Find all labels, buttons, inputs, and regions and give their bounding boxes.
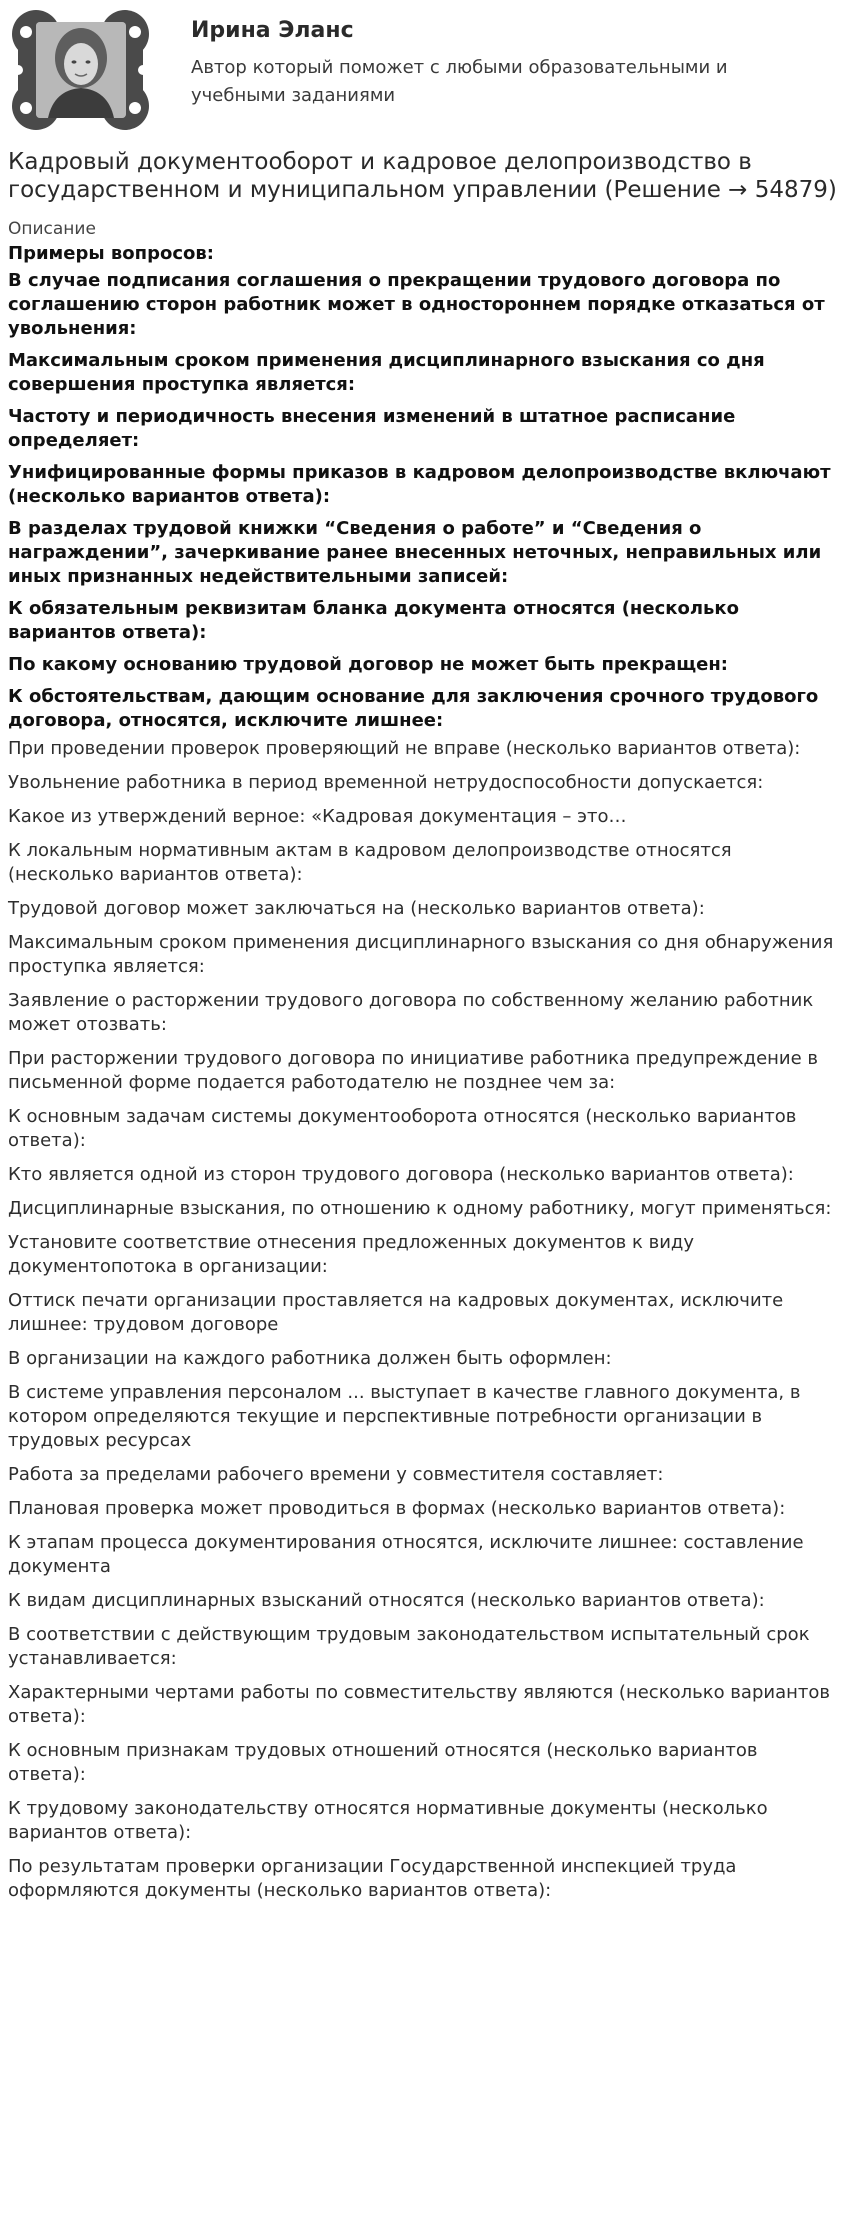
question-item: В системе управления персоналом ... выступает в качестве главного документа, в котором определяются текущие и перспективные потребности организации в трудовых ресурсах — [8, 1382, 801, 1451]
bold-question-item: В разделах трудовой книжки “Сведения о работе” и “Сведения о награждении”, зачеркивание ранее внесенных неточных, неправильных или иных признанных недействительными записей: — [8, 518, 822, 587]
question-item: К этапам процесса документирования относятся, исключите лишнее: составление документа — [8, 1532, 804, 1577]
question-item: Оттиск печати организации проставляется на кадровых документах, исключите лишнее: трудовом договоре — [8, 1290, 784, 1335]
question-item: Максимальным сроком применения дисциплинарного взыскания со дня обнаружения проступка является: — [8, 932, 834, 977]
question-list — [8, 737, 838, 1903]
bold-question-item: К обстоятельствам, дающим основание для заключения срочного трудового договора, относятся, исключите лишнее: — [8, 686, 819, 731]
question-item: К трудовому законодательству относятся нормативные документы (несколько вариантов ответа): — [8, 1798, 768, 1843]
bold-question-item: К обязательным реквизитам бланка документа относятся (несколько вариантов ответа): — [8, 598, 739, 643]
question-item: Увольнение работника в период временной нетрудоспособности допускается: — [8, 772, 764, 793]
bold-question-item: Максимальным сроком применения дисциплинарного взыскания со дня совершения проступка является: — [8, 350, 765, 395]
author-card — [8, 6, 838, 134]
question-item: Заявление о расторжении трудового договора по собственному желанию работник может отозвать: — [8, 990, 814, 1035]
question-item: Дисциплинарные взыскания, по отношению к одному работнику, могут применяться: — [8, 1198, 832, 1219]
question-item: Характерными чертами работы по совместительству являются (несколько вариантов ответа): — [8, 1682, 830, 1727]
question-item: По результатам проверки организации Государственной инспекцией труда оформляются документы (несколько вариантов ответа): — [8, 1856, 737, 1901]
document-title: Кадровый документооборот и кадровое делопроизводство в государственном и муниципальном управлении (Решение → 54879) — [8, 149, 837, 203]
question-item: Установите соответствие отнесения предложенных документов к виду документопотока в организации: — [8, 1232, 695, 1277]
bold-question-item: Унифицированные формы приказов в кадровом делопроизводстве включают (несколько вариантов ответа): — [8, 462, 831, 507]
question-item: Кто является одной из сторон трудового договора (несколько вариантов ответа): — [8, 1164, 794, 1185]
question-item: К локальным нормативным актам в кадровом делопроизводстве относятся (несколько вариантов ответа): — [8, 840, 732, 885]
question-item: К основным признакам трудовых отношений относятся (несколько вариантов ответа): — [8, 1740, 758, 1785]
bold-question-item: По какому основанию трудовой договор не может быть прекращен: — [8, 654, 728, 675]
question-item: Трудовой договор может заключаться на (несколько вариантов ответа): — [8, 898, 705, 919]
question-item: В соответствии с действующим трудовым законодательством испытательный срок устанавливается: — [8, 1624, 810, 1669]
avatar[interactable] — [8, 6, 153, 134]
question-item: К основным задачам системы документооборота относятся (несколько вариантов ответа): — [8, 1106, 797, 1151]
description-label: Описание — [8, 219, 96, 239]
bold-question-item: В случае подписания соглашения о прекращении трудового договора по соглашению сторон работник может в одностороннем порядке отказаться от увольнения: — [8, 270, 825, 339]
question-item: К видам дисциплинарных взысканий относятся (несколько вариантов ответа): — [8, 1590, 765, 1611]
document-content — [8, 148, 838, 1903]
bold-question-item: Частоту и периодичность внесения изменений в штатное расписание определяет: — [8, 406, 736, 451]
question-item: Какое из утверждений верное: «Кадровая документация – это… — [8, 806, 627, 827]
author-description: Автор который поможет с любыми образовательными и учебными заданиями — [191, 57, 728, 106]
question-item: При проведении проверок проверяющий не вправе (несколько вариантов ответа): — [8, 738, 801, 759]
question-item: В организации на каждого работника должен быть оформлен: — [8, 1348, 612, 1369]
bold-question-list — [8, 269, 838, 733]
examples-heading: Примеры вопросов: — [8, 243, 214, 264]
question-item: Работа за пределами рабочего времени у совместителя составляет: — [8, 1464, 664, 1485]
author-name[interactable]: Ирина Эланс — [191, 18, 354, 43]
question-item: Плановая проверка может проводиться в формах (несколько вариантов ответа): — [8, 1498, 786, 1519]
film-frame-avatar-icon — [8, 6, 153, 134]
question-item: При расторжении трудового договора по инициативе работника предупреждение в письменной форме подается работодателю не позднее чем за: — [8, 1048, 819, 1093]
